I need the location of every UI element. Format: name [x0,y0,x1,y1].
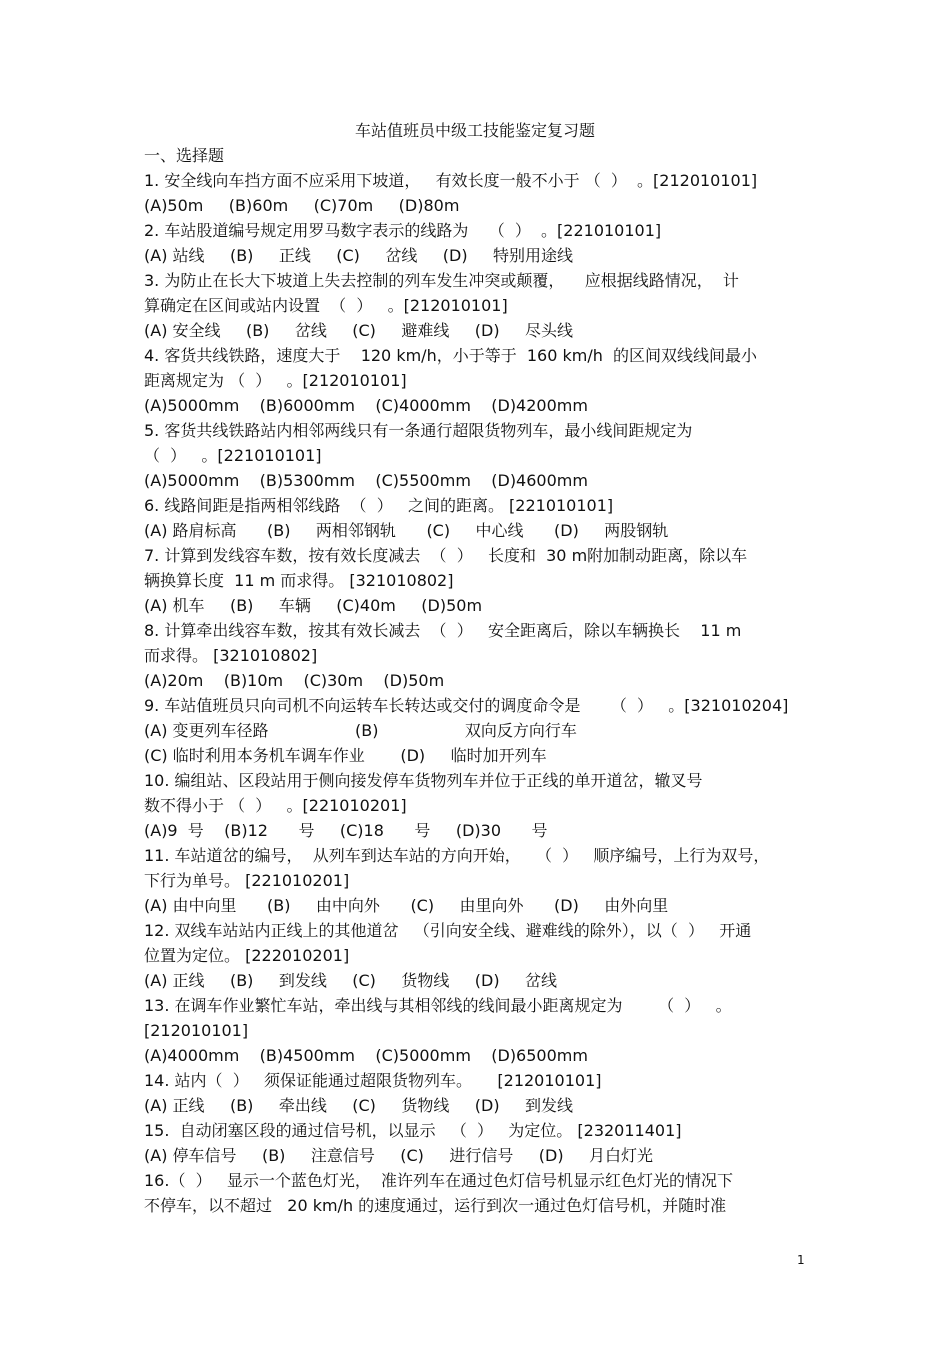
text-line: (A)9 号 (B)12 号 (C)18 号 (D)30 号 [144,821,548,840]
text-line: 12. 双线车站站内正线上的其他道岔 （引向安全线、避难线的除外），以（ ） 开通 [144,921,752,940]
text-line: 算确定在区间或站内设置 （ ） 。[212010101] [144,296,508,315]
question-list [144,143,844,1218]
text-line: (A)5000mm (B)6000mm (C)4000mm (D)4200mm [144,396,588,415]
text-line: (A) 机车 (B) 车辆 (C)40m (D)50m [144,596,483,615]
text-line: (A) 路肩标高 (B) 两相邻钢轨 (C) 中心线 (D) 两股钢轨 [144,521,669,540]
text-line: (A)4000mm (B)4500mm (C)5000mm (D)6500mm [144,1046,588,1065]
text-line: 15. 自动闭塞区段的通过信号机，以显示 （ ） 为定位。 [232011401] [144,1121,682,1140]
text-line: (A) 变更列车径路 (B) 双向反方向行车 [144,721,577,740]
text-line: 14. 站内（ ） 须保证能通过超限货物列车。 [212010101] [144,1071,602,1090]
text-line: 7. 计算到发线容车数，按有效长度减去 （ ） 长度和 30 m附加制动距离，除以车 [144,546,748,565]
text-line: 10. 编组站、区段站用于侧向接发停车货物列车并位于正线的单开道岔，辙叉号 [144,771,703,790]
page-number: 1 [797,1253,805,1267]
text-line: 2. 车站股道编号规定用罗马数字表示的线路为 （ ） 。[221010101] [144,221,662,240]
text-line: (A) 正线 (B) 到发线 (C) 货物线 (D) 岔线 [144,971,558,990]
text-line: 6. 线路间距是指两相邻线路 （ ） 之间的距离。 [221010101] [144,496,614,515]
text-line: (A) 停车信号 (B) 注意信号 (C) 进行信号 (D) 月白灯光 [144,1146,654,1165]
text-line: [212010101] [144,1021,249,1040]
section-heading: 一、选择题 [144,146,225,165]
text-line: (A) 正线 (B) 牵出线 (C) 货物线 (D) 到发线 [144,1096,574,1115]
text-line: 不停车，以不超过 20 km/h 的速度通过，运行到次一通过色灯信号机，并随时准 [144,1196,727,1215]
text-line: 下行为单号。 [221010201] [144,871,350,890]
text-line: （ ） 。[221010101] [144,446,322,465]
text-line: 9. 车站值班员只向司机不向运转车长转达或交付的调度命令是 （ ） 。[321010204] [144,696,789,715]
text-line: (A) 站线 (B) 正线 (C) 岔线 (D) 特别用途线 [144,246,574,265]
text-line: 11. 车站道岔的编号， 从列车到达车站的方向开始， （ ） 顺序编号，上行为双号， [144,846,770,865]
text-line: (A)5000mm (B)5300mm (C)5500mm (D)4600mm [144,471,588,490]
text-line: (C) 临时利用本务机车调车作业 (D) 临时加开列车 [144,746,547,765]
text-line: 辆换算长度 11 m 而求得。 [321010802] [144,571,454,590]
text-line: 位置为定位。 [222010201] [144,946,350,965]
text-line: 16.（ ） 显示一个蓝色灯光， 准许列车在通过色灯信号机显示红色灯光的情况下 [144,1171,734,1190]
text-line: 4. 客货共线铁路，速度大于 120 km/h，小于等于 160 km/h 的区间双线线间最小 [144,346,758,365]
text-line: (A)50m (B)60m (C)70m (D)80m [144,196,460,215]
text-line: 8. 计算牵出线容车数，按其有效长减去 （ ） 安全距离后，除以车辆换长 11 m [144,621,742,640]
text-line: 13. 在调车作业繁忙车站，牵出线与其相邻线的线间最小距离规定为 （ ） 。 [144,996,732,1015]
text-line: 1. 安全线向车挡方面不应采用下坡道， 有效长度一般不小于 （ ） 。[212010101] [144,171,758,190]
document-title: 车站值班员中级工技能鉴定复习题 [354,121,595,140]
text-line: 3. 为防止在长大下坡道上失去控制的列车发生冲突或颠覆， 应根据线路情况， 计 [144,271,739,290]
text-line: (A) 安全线 (B) 岔线 (C) 避难线 (D) 尽头线 [144,321,574,340]
text-line: 距离规定为 （ ） 。[212010101] [144,371,407,390]
text-line: 5. 客货共线铁路站内相邻两线只有一条通行超限货物列车，最小线间距规定为 [144,421,693,440]
text-line: (A)20m (B)10m (C)30m (D)50m [144,671,445,690]
text-line: 数不得小于 （ ） 。[221010201] [144,796,407,815]
text-line: (A) 由中向里 (B) 由中向外 (C) 由里向外 (D) 由外向里 [144,896,669,915]
text-line: 而求得。 [321010802] [144,646,318,665]
